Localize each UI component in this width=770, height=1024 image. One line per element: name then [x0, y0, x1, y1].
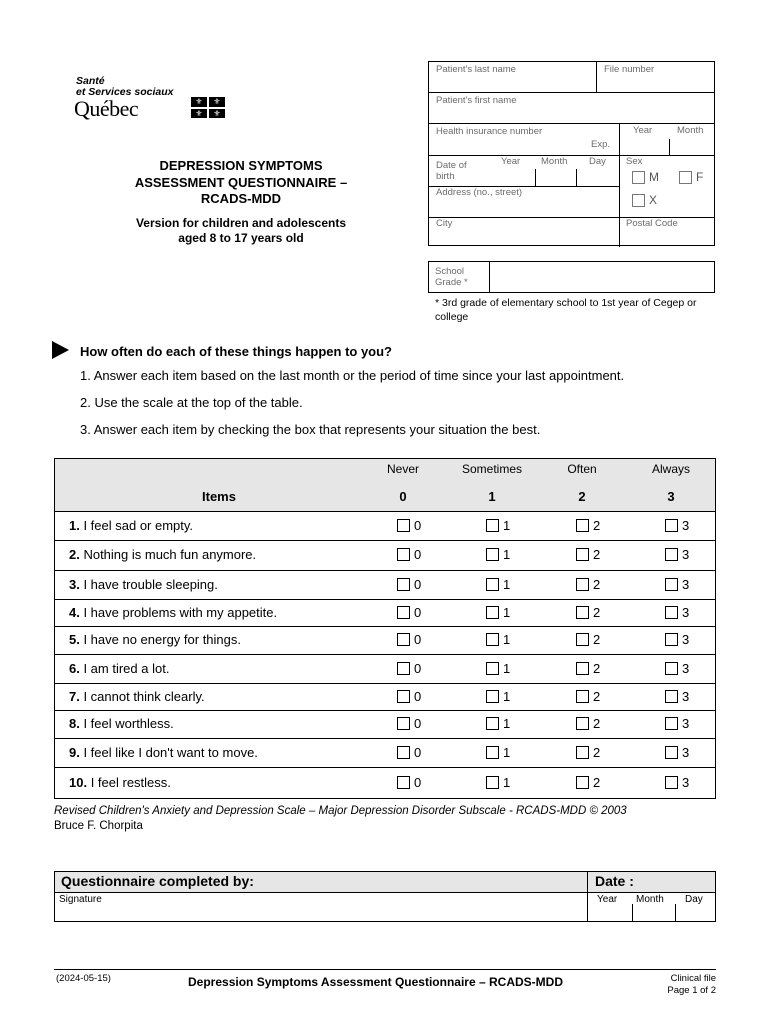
answer-checkbox-1[interactable]: 1	[486, 518, 510, 533]
checkbox-icon[interactable]	[486, 690, 499, 703]
answer-checkbox-2[interactable]: 2	[576, 632, 600, 647]
checkbox-icon[interactable]	[665, 519, 678, 532]
answer-checkbox-3[interactable]: 3	[665, 716, 689, 731]
postal-code-field[interactable]: Postal Code	[626, 218, 678, 229]
logo-line1: Santé	[76, 75, 105, 87]
sex-x-option[interactable]: X	[632, 193, 657, 207]
completed-by-label: Questionnaire completed by:	[61, 873, 254, 889]
answer-checkbox-3[interactable]: 3	[665, 577, 689, 592]
checkbox-icon[interactable]	[397, 746, 410, 759]
scale-value-0: 0	[399, 489, 407, 504]
answer-checkbox-0[interactable]: 0	[397, 661, 421, 676]
answer-checkbox-1[interactable]: 1	[486, 605, 510, 620]
answer-checkbox-2[interactable]: 2	[576, 547, 600, 562]
dob-day-field[interactable]: Day	[589, 156, 606, 167]
answer-checkbox-3[interactable]: 3	[665, 689, 689, 704]
items-table	[54, 458, 716, 799]
checkbox-icon[interactable]	[486, 633, 499, 646]
sex-label: Sex	[626, 156, 643, 167]
logo-ministry	[76, 76, 173, 98]
answer-checkbox-1[interactable]: 1	[486, 716, 510, 731]
checkbox-icon[interactable]	[576, 548, 589, 561]
checkbox-icon[interactable]	[576, 776, 589, 789]
answer-checkbox-1[interactable]: 1	[486, 632, 510, 647]
date-label: Date :	[595, 873, 634, 889]
answer-checkbox-0[interactable]: 0	[397, 605, 421, 620]
scale-label-sometimes: Sometimes	[461, 462, 523, 476]
document-subtitle: Version for children and adolescents aged 8 to 17 years old	[135, 216, 347, 245]
scale-value-2: 2	[578, 489, 586, 504]
health-insurance-field[interactable]: Health insurance number	[436, 126, 543, 137]
item-text: 8. I feel worthless.	[69, 716, 174, 731]
school-grade-label: School Grade *	[435, 266, 468, 288]
answer-checkbox-1[interactable]: 1	[486, 661, 510, 676]
answer-checkbox-2[interactable]: 2	[576, 689, 600, 704]
dob-month-field[interactable]: Month	[541, 156, 568, 167]
exp-label: Exp.	[591, 139, 611, 150]
answer-checkbox-2[interactable]: 2	[576, 605, 600, 620]
item-text: 2. Nothing is much fun anymore.	[69, 547, 257, 562]
scale-credit: Revised Children's Anxiety and Depression Scale – Major Depression Disorder Subscale - RCADS-MDD © 2003 Bruce F. Chorpita	[54, 805, 627, 832]
table-row	[55, 540, 715, 571]
answer-checkbox-3[interactable]: 3	[665, 661, 689, 676]
checkbox-icon[interactable]	[665, 690, 678, 703]
row-first-name	[429, 92, 714, 124]
footer-divider	[54, 969, 716, 970]
item-text: 3. I have trouble sleeping.	[69, 576, 218, 592]
table-row	[55, 683, 715, 711]
date-month-field[interactable]: Month	[636, 894, 664, 905]
answer-checkbox-3[interactable]: 3	[665, 632, 689, 647]
table-row	[55, 626, 715, 655]
answer-checkbox-3[interactable]: 3	[665, 518, 689, 533]
checkbox-icon[interactable]	[486, 606, 499, 619]
checkbox-icon[interactable]	[486, 548, 499, 561]
scale-label-often: Often	[567, 462, 597, 476]
scale-value-1: 1	[488, 489, 496, 504]
scale-label-always: Always	[651, 462, 690, 476]
answer-checkbox-0[interactable]: 0	[397, 716, 421, 731]
first-name-field[interactable]: Patient's first name	[436, 95, 517, 106]
checkbox-icon[interactable]	[486, 519, 499, 532]
answer-checkbox-0[interactable]: 0	[397, 689, 421, 704]
signature-field[interactable]: Signature	[59, 894, 102, 905]
date-year-field[interactable]: Year	[597, 894, 618, 905]
checkbox-icon[interactable]	[397, 662, 410, 675]
table-header	[55, 459, 715, 512]
table-row	[55, 738, 715, 768]
item-text: 6. I am tired a lot.	[69, 660, 170, 676]
answer-checkbox-2[interactable]: 2	[576, 775, 600, 790]
answer-checkbox-0[interactable]: 0	[397, 745, 421, 760]
answer-checkbox-3[interactable]: 3	[665, 745, 689, 760]
checkbox-icon[interactable]	[665, 548, 678, 561]
date-day-field[interactable]: Day	[685, 894, 703, 905]
question-heading: How often do each of these things happen to you?	[80, 344, 392, 359]
exp-year-field[interactable]: Year	[633, 125, 653, 136]
table-row	[55, 767, 715, 798]
checkbox-icon[interactable]	[665, 578, 678, 591]
dob-label: Date of birth	[436, 160, 467, 182]
checkbox-icon[interactable]	[665, 717, 678, 730]
answer-checkbox-2[interactable]: 2	[576, 716, 600, 731]
answer-checkbox-3[interactable]: 3	[665, 547, 689, 562]
checkbox-icon[interactable]	[576, 662, 589, 675]
item-text: 9. I feel like I don't want to move.	[69, 744, 258, 760]
checkbox-icon[interactable]	[397, 578, 410, 591]
item-text: 1. I feel sad or empty.	[69, 517, 194, 533]
checkbox-icon[interactable]	[576, 578, 589, 591]
answer-checkbox-1[interactable]: 1	[486, 775, 510, 790]
answer-checkbox-3[interactable]: 3	[665, 605, 689, 620]
checkbox-icon[interactable]	[486, 578, 499, 591]
school-grade-box	[428, 261, 715, 293]
address-field[interactable]: Address (no., street)	[436, 187, 523, 198]
items-header: Items	[202, 489, 236, 504]
item-text: 5. I have no energy for things.	[69, 632, 241, 647]
answer-checkbox-0[interactable]: 0	[397, 518, 421, 533]
answer-checkbox-0[interactable]: 0	[397, 632, 421, 647]
answer-checkbox-0[interactable]: 0	[397, 577, 421, 592]
checkbox-icon[interactable]	[397, 606, 410, 619]
file-number-field[interactable]: File number	[604, 64, 655, 75]
sex-m-option[interactable]: M	[632, 170, 659, 184]
item-text: 7. I cannot think clearly.	[69, 688, 205, 704]
checkbox-icon[interactable]	[665, 776, 678, 789]
logo-quebec: Québec	[74, 96, 139, 121]
checkbox-icon[interactable]	[665, 746, 678, 759]
city-field[interactable]: City	[436, 218, 453, 229]
footer-page-info: Clinical file Page 1 of 2	[667, 973, 716, 996]
arrow-icon	[52, 341, 69, 359]
checkbox-icon[interactable]	[576, 606, 589, 619]
scale-value-3: 3	[667, 489, 675, 504]
row-name	[429, 62, 714, 93]
school-grade-input[interactable]	[490, 262, 714, 292]
checkbox-icon[interactable]	[486, 746, 499, 759]
exp-month-field[interactable]: Month	[677, 125, 704, 136]
checkbox-icon[interactable]	[576, 519, 589, 532]
item-text: 4. I have problems with my appetite.	[69, 604, 278, 620]
checkbox-icon[interactable]	[397, 519, 410, 532]
table-row	[55, 599, 715, 627]
checkbox-icon[interactable]	[397, 776, 410, 789]
answer-checkbox-2[interactable]: 2	[576, 577, 600, 592]
answer-checkbox-1[interactable]: 1	[486, 745, 510, 760]
answer-checkbox-0[interactable]: 0	[397, 547, 421, 562]
checkbox-icon[interactable]	[397, 690, 410, 703]
answer-checkbox-1[interactable]: 1	[486, 547, 510, 562]
table-row	[55, 654, 715, 684]
answer-checkbox-1[interactable]: 1	[486, 689, 510, 704]
checkbox-icon[interactable]	[665, 606, 678, 619]
checkbox-icon[interactable]	[576, 633, 589, 646]
footer-date: (2024-05-15)	[56, 973, 111, 984]
checkbox-icon[interactable]	[576, 746, 589, 759]
instruction-3: 3. Answer each item by checking the box that represents your situation the best.	[80, 422, 541, 437]
instruction-1: 1. Answer each item based on the last month or the period of time since your last appointment.	[80, 368, 625, 383]
scale-label-never: Never	[386, 462, 419, 476]
checkbox-icon[interactable]	[665, 662, 678, 675]
checkbox-icon[interactable]	[397, 548, 410, 561]
checkbox-icon[interactable]	[486, 717, 499, 730]
footer-title: Depression Symptoms Assessment Questionnaire – RCADS-MDD	[188, 975, 563, 989]
checkbox-icon[interactable]	[576, 690, 589, 703]
document-title: DEPRESSION SYMPTOMS ASSESSMENT QUESTIONNAIRE – RCADS-MDD	[134, 158, 348, 206]
fleur-de-lis-flag-icon: ⚜ ⚜ ⚜ ⚜	[191, 97, 225, 118]
row-health-insurance	[429, 123, 714, 156]
answer-checkbox-3[interactable]: 3	[665, 775, 689, 790]
answer-checkbox-2[interactable]: 2	[576, 518, 600, 533]
answer-checkbox-0[interactable]: 0	[397, 775, 421, 790]
checkbox-icon[interactable]	[665, 633, 678, 646]
table-row	[55, 570, 715, 600]
sex-f-option[interactable]: F	[679, 170, 703, 184]
checkbox-icon[interactable]	[397, 717, 410, 730]
completed-by-box	[54, 871, 716, 922]
table-row	[55, 511, 715, 541]
instruction-2: 2. Use the scale at the top of the table.	[80, 395, 303, 410]
checkbox-icon[interactable]	[486, 776, 499, 789]
checkbox-icon[interactable]	[576, 717, 589, 730]
checkbox-icon[interactable]	[486, 662, 499, 675]
school-grade-note: * 3rd grade of elementary school to 1st year of Cegep or college	[435, 297, 697, 323]
checkbox-icon[interactable]	[397, 633, 410, 646]
answer-checkbox-2[interactable]: 2	[576, 745, 600, 760]
dob-year-field[interactable]: Year	[501, 156, 521, 167]
logo-line2: et Services sociaux	[76, 86, 174, 98]
last-name-field[interactable]: Patient's last name	[436, 64, 516, 75]
item-text: 10. I feel restless.	[69, 774, 171, 790]
answer-checkbox-2[interactable]: 2	[576, 661, 600, 676]
answer-checkbox-1[interactable]: 1	[486, 577, 510, 592]
table-row	[55, 710, 715, 739]
patient-id-box	[428, 61, 715, 246]
